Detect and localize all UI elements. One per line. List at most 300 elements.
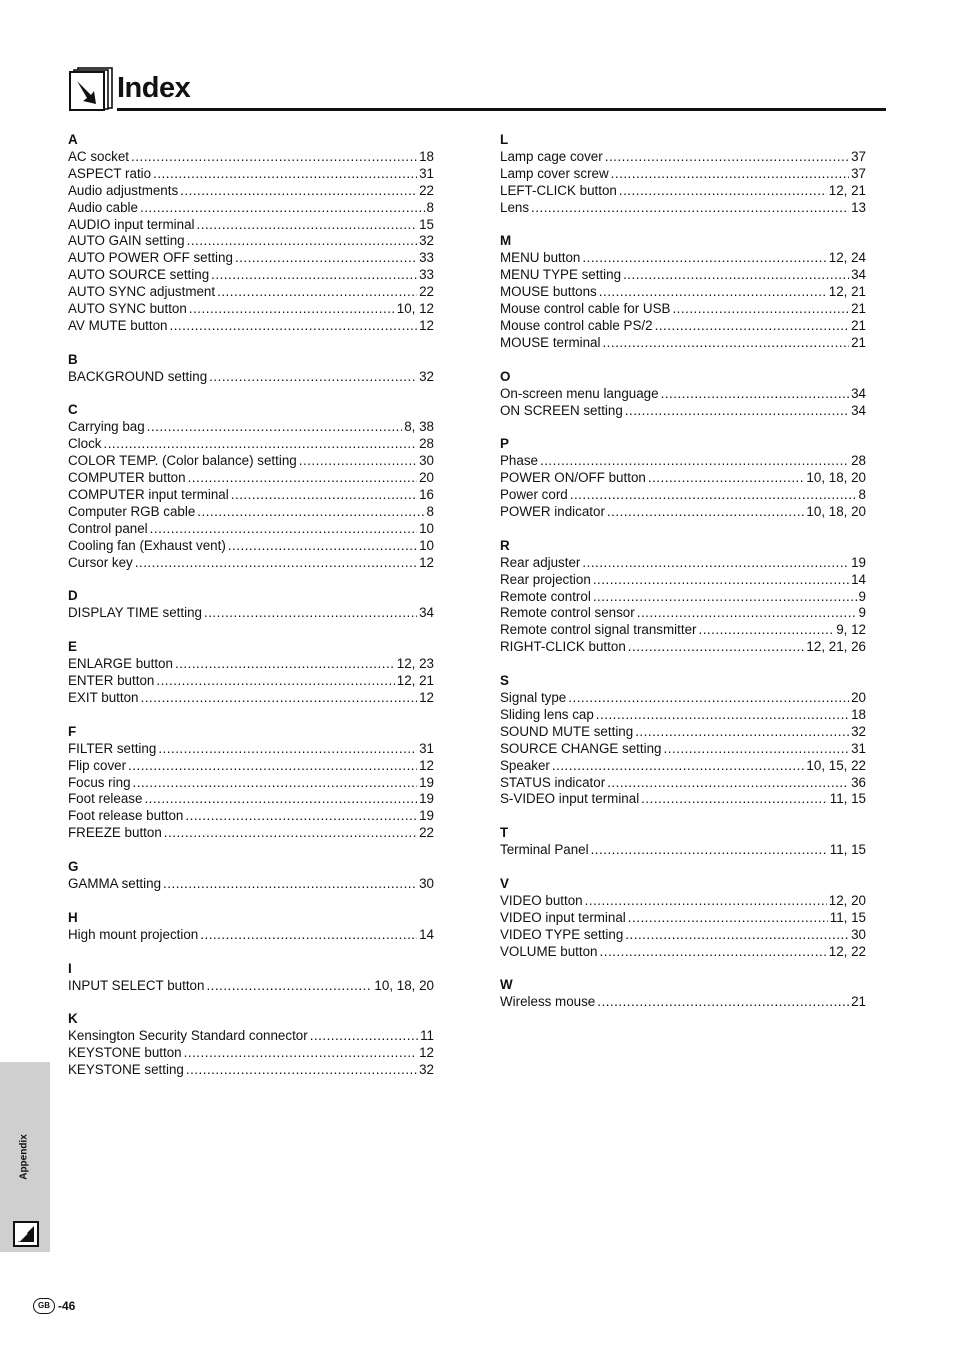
index-entry	[500, 707, 866, 724]
index-entry	[68, 369, 434, 386]
index-page-ref: 32	[419, 1062, 434, 1078]
index-entry	[68, 927, 434, 944]
dot-leader	[211, 267, 417, 284]
index-entry	[68, 504, 434, 521]
index-page-ref: 12	[419, 554, 434, 570]
index-entry	[68, 419, 434, 436]
index-page-ref: 32	[419, 233, 434, 249]
index-entry	[500, 183, 866, 200]
dot-leader	[153, 166, 417, 183]
index-page-ref: 13	[851, 199, 866, 215]
index-term: Kensington Security Standard connector	[68, 1028, 308, 1044]
index-term: POWER indicator	[500, 504, 605, 520]
index-letter-heading: G	[68, 858, 79, 874]
index-term: Flip cover	[68, 757, 127, 773]
dot-leader	[641, 791, 828, 808]
index-page-ref: 12	[419, 1045, 434, 1061]
index-entry	[68, 217, 434, 234]
index-entry	[500, 386, 866, 403]
dot-leader	[623, 267, 849, 284]
index-entry	[68, 825, 434, 842]
index-entry	[500, 166, 866, 183]
index-entry	[500, 791, 866, 808]
index-term: Audio adjustments	[68, 182, 179, 198]
index-page-ref: 21	[851, 301, 866, 317]
index-entry	[500, 504, 866, 521]
index-entry	[68, 978, 434, 995]
index-page-ref: 12	[419, 757, 434, 773]
index-entry	[500, 927, 866, 944]
dot-leader	[635, 724, 849, 741]
index-term: COMPUTER input terminal	[68, 487, 229, 503]
index-entry	[500, 994, 866, 1011]
dot-leader	[133, 775, 418, 792]
index-entry	[500, 487, 866, 504]
index-page-ref: 28	[419, 436, 434, 452]
index-term: BACKGROUND setting	[68, 368, 208, 384]
index-entry	[500, 555, 866, 572]
index-page-ref: 19	[419, 808, 434, 824]
index-term: COMPUTER button	[68, 470, 186, 486]
index-term: Speaker	[500, 757, 550, 773]
index-term: MENU TYPE setting	[500, 267, 622, 283]
index-page-ref: 9	[858, 588, 866, 604]
index-term: Carrying bag	[68, 419, 145, 435]
dot-leader	[585, 893, 827, 910]
index-entry	[500, 470, 866, 487]
index-entry	[68, 453, 434, 470]
index-term: Sliding lens cap	[500, 706, 594, 722]
dot-leader	[200, 927, 417, 944]
index-page-ref: 8	[426, 199, 434, 215]
dot-leader	[209, 369, 417, 386]
index-term: AV MUTE button	[68, 317, 168, 333]
index-page-ref: 8, 38	[404, 419, 434, 435]
dot-leader	[188, 470, 418, 487]
index-page-ref: 10, 15, 22	[806, 757, 866, 773]
index-term: ENLARGE button	[68, 656, 173, 672]
index-entry	[500, 724, 866, 741]
index-page-ref: 19	[419, 774, 434, 790]
dot-leader	[552, 758, 805, 775]
index-term: Computer RGB cable	[68, 503, 196, 519]
dot-leader	[570, 487, 857, 504]
index-term: AC socket	[68, 149, 130, 164]
index-term: Remote control	[500, 588, 591, 604]
index-letter-heading: R	[500, 537, 510, 553]
index-term: EXIT button	[68, 689, 139, 705]
index-entry	[68, 741, 434, 758]
appendix-icon	[13, 1221, 39, 1247]
dot-leader	[628, 639, 805, 656]
index-page-ref: 15	[419, 216, 434, 232]
index-entry	[500, 589, 866, 606]
index-entry	[68, 808, 434, 825]
index-entry	[500, 200, 866, 217]
dot-leader	[140, 200, 425, 217]
index-letter-heading: F	[68, 723, 77, 739]
index-letter-heading: S	[500, 673, 509, 689]
index-term: KEYSTONE button	[68, 1045, 182, 1061]
dot-leader	[189, 301, 395, 318]
index-term: POWER ON/OFF button	[500, 470, 646, 486]
index-entry	[500, 690, 866, 707]
index-term: SOUND MUTE setting	[500, 723, 634, 739]
index-page-ref: 18	[851, 706, 866, 722]
index-page-ref: 12	[419, 317, 434, 333]
dot-leader	[661, 386, 850, 403]
index-term: High mount projection	[68, 926, 199, 942]
index-entry	[68, 876, 434, 893]
index-term: Mouse control cable PS/2	[500, 318, 653, 334]
dot-leader	[607, 775, 849, 792]
index-letter-heading: C	[68, 402, 78, 418]
index-page-ref: 8	[426, 503, 434, 519]
index-page-ref: 28	[851, 453, 866, 469]
index-letter-heading: H	[68, 909, 78, 925]
dot-leader	[625, 403, 849, 420]
dot-leader	[600, 944, 827, 961]
index-term: Foot release	[68, 791, 143, 807]
index-column-left	[68, 132, 434, 1079]
index-page-ref: 34	[851, 385, 866, 401]
index-entry	[500, 403, 866, 420]
dot-leader	[197, 217, 418, 234]
dot-leader	[180, 183, 417, 200]
index-entry	[68, 200, 434, 217]
index-column-right	[500, 132, 866, 1011]
index-page-ref: 30	[419, 875, 434, 891]
dot-leader	[185, 808, 417, 825]
index-entry	[500, 335, 866, 352]
index-page-ref: 30	[419, 453, 434, 469]
index-page-ref: 36	[851, 774, 866, 790]
index-page-ref: 21	[851, 994, 866, 1010]
index-entry	[68, 183, 434, 200]
corner-arrow-icon	[69, 67, 113, 111]
index-entry	[68, 1045, 434, 1062]
index-entry	[68, 318, 434, 335]
index-page-ref: 34	[851, 402, 866, 418]
dot-leader	[607, 504, 805, 521]
index-entry	[68, 538, 434, 555]
index-entry	[500, 775, 866, 792]
dot-leader	[147, 419, 403, 436]
index-page-ref: 12, 21, 26	[806, 639, 866, 655]
index-term: Remote control sensor	[500, 605, 635, 621]
index-term: VIDEO button	[500, 892, 583, 908]
index-term: KEYSTONE setting	[68, 1062, 184, 1078]
index-page-ref: 22	[419, 825, 434, 841]
index-page-ref: 12, 20	[828, 892, 866, 908]
dot-leader	[228, 538, 417, 555]
index-letter-heading: A	[68, 132, 78, 147]
index-letter-heading: O	[500, 368, 511, 384]
dot-leader	[206, 978, 372, 995]
dot-leader	[184, 1045, 417, 1062]
index-page-ref: 21	[851, 334, 866, 350]
index-entry	[68, 1028, 434, 1045]
dot-leader	[186, 1062, 417, 1079]
dot-leader	[131, 149, 417, 166]
index-letter-heading: K	[68, 1011, 78, 1027]
index-term: Wireless mouse	[500, 994, 596, 1010]
dot-leader	[602, 335, 849, 352]
dot-leader	[596, 707, 849, 724]
index-term: VOLUME button	[500, 943, 598, 959]
index-entry	[68, 673, 434, 690]
index-page-ref: 10, 18, 20	[374, 977, 434, 993]
index-entry	[68, 250, 434, 267]
index-entry	[500, 267, 866, 284]
dot-leader	[611, 166, 849, 183]
index-page-ref: 9	[858, 605, 866, 621]
index-page-ref: 37	[851, 149, 866, 164]
index-page-ref: 12, 23	[396, 656, 434, 672]
index-term: DISPLAY TIME setting	[68, 605, 202, 621]
dot-leader	[156, 673, 394, 690]
dot-leader	[582, 250, 826, 267]
dot-leader	[204, 605, 417, 622]
index-entry	[68, 605, 434, 622]
index-term: MENU button	[500, 250, 581, 266]
index-entry	[68, 301, 434, 318]
index-term: AUTO SOURCE setting	[68, 267, 210, 283]
index-term: SOURCE CHANGE setting	[500, 740, 662, 756]
index-page-ref: 14	[419, 926, 434, 942]
index-page-ref: 22	[419, 284, 434, 300]
index-term: GAMMA setting	[68, 875, 162, 891]
index-entry	[68, 487, 434, 504]
dot-leader	[625, 927, 849, 944]
index-page-ref: 10	[419, 520, 434, 536]
dot-leader	[135, 555, 417, 572]
index-entry	[68, 470, 434, 487]
title-rule	[117, 108, 886, 111]
index-entry	[500, 910, 866, 927]
dot-leader	[619, 183, 827, 200]
index-entry	[68, 166, 434, 183]
index-term: Clock	[68, 436, 102, 452]
index-term: FREEZE button	[68, 825, 162, 841]
dot-leader	[593, 589, 857, 606]
dot-leader	[169, 318, 417, 335]
index-page-ref: 11	[420, 1028, 434, 1044]
index-entry	[68, 436, 434, 453]
appendix-label: Appendix	[18, 1134, 30, 1180]
dot-leader	[655, 318, 850, 335]
index-term: Audio cable	[68, 199, 138, 215]
index-term: ENTER button	[68, 673, 155, 689]
index-page-ref: 12, 21	[396, 673, 434, 689]
index-page-ref: 12, 21	[828, 284, 866, 300]
index-entry	[500, 758, 866, 775]
index-term: COLOR TEMP. (Color balance) setting	[68, 453, 297, 469]
index-page-ref: 31	[419, 740, 434, 756]
index-term: AUTO GAIN setting	[68, 233, 185, 249]
index-term: AUTO POWER OFF setting	[68, 250, 233, 266]
index-entry	[68, 775, 434, 792]
dot-leader	[164, 825, 417, 842]
dot-leader	[582, 555, 849, 572]
index-page-ref: 37	[851, 165, 866, 181]
index-page-ref: 34	[419, 605, 434, 621]
index-entry	[500, 572, 866, 589]
index-page-ref: 8	[858, 487, 866, 503]
index-term: Lamp cover screw	[500, 165, 609, 181]
dot-leader	[235, 250, 417, 267]
index-letter-heading: D	[68, 588, 78, 604]
index-page-ref: 10, 18, 20	[806, 470, 866, 486]
index-term: AUDIO input terminal	[68, 216, 195, 232]
index-page-ref: 31	[851, 740, 866, 756]
dot-leader	[310, 1028, 418, 1045]
dot-leader	[593, 572, 849, 589]
dot-leader	[531, 200, 849, 217]
page-number: -46	[58, 1299, 76, 1313]
index-term: Rear projection	[500, 571, 591, 587]
index-page-ref: 11, 15	[829, 791, 866, 807]
dot-leader	[187, 233, 418, 250]
index-entry	[500, 318, 866, 335]
index-letter-heading: V	[500, 875, 509, 891]
index-term: ASPECT ratio	[68, 165, 152, 181]
index-page-ref: 30	[851, 926, 866, 942]
index-entry	[500, 301, 866, 318]
index-entry	[500, 741, 866, 758]
index-entry	[500, 622, 866, 639]
index-term: ON SCREEN setting	[500, 402, 623, 418]
index-term: RIGHT-CLICK button	[500, 639, 626, 655]
index-letter-heading: I	[68, 960, 72, 976]
index-entry	[500, 893, 866, 910]
index-term: Phase	[500, 453, 538, 469]
index-term: Foot release button	[68, 808, 184, 824]
index-letter-heading: B	[68, 351, 78, 367]
index-page-ref: 11, 15	[829, 909, 866, 925]
index-term: VIDEO TYPE setting	[500, 926, 624, 942]
index-page-ref: 20	[851, 690, 866, 706]
index-page-ref: 34	[851, 267, 866, 283]
index-term: Cooling fan (Exhaust vent)	[68, 537, 226, 553]
dot-leader	[103, 436, 417, 453]
index-page-ref: 33	[419, 250, 434, 266]
index-term: Cursor key	[68, 554, 133, 570]
page-title: Index	[117, 72, 191, 104]
index-page-ref: 10, 18, 20	[806, 504, 866, 520]
dot-leader	[158, 741, 417, 758]
index-entry	[500, 284, 866, 301]
index-entry	[68, 149, 434, 166]
index-entry	[68, 284, 434, 301]
index-page-ref: 32	[419, 368, 434, 384]
dot-leader	[628, 910, 828, 927]
dot-leader	[231, 487, 417, 504]
dot-leader	[144, 791, 417, 808]
index-page-ref: 12	[419, 689, 434, 705]
index-term: Terminal Panel	[500, 842, 589, 858]
index-entry	[68, 555, 434, 572]
dot-leader	[568, 690, 849, 707]
index-page-ref: 14	[851, 571, 866, 587]
index-term: S-VIDEO input terminal	[500, 791, 640, 807]
index-page-ref: 32	[851, 723, 866, 739]
index-letter-heading: L	[500, 132, 509, 147]
page-footer	[33, 1298, 75, 1314]
index-entry	[500, 842, 866, 859]
index-term: Power cord	[500, 487, 568, 503]
dot-leader	[140, 690, 417, 707]
index-entry	[68, 267, 434, 284]
index-letter-heading: M	[500, 233, 512, 249]
index-letter-heading: E	[68, 639, 77, 655]
index-page-ref: 18	[419, 149, 434, 164]
dot-leader	[217, 284, 417, 301]
index-entry	[68, 656, 434, 673]
index-page-ref: 20	[419, 470, 434, 486]
dot-leader	[605, 149, 849, 166]
index-page-ref: 21	[851, 318, 866, 334]
index-page-ref: 33	[419, 267, 434, 283]
index-page-ref: 31	[419, 165, 434, 181]
index-entry	[500, 250, 866, 267]
index-term: Lamp cage cover	[500, 149, 603, 164]
index-term: STATUS indicator	[500, 774, 606, 790]
index-page-ref: 9, 12	[836, 622, 866, 638]
index-page-ref: 19	[419, 791, 434, 807]
index-entry	[68, 791, 434, 808]
index-term: Rear adjuster	[500, 554, 581, 570]
index-page-ref: 10, 12	[396, 301, 434, 317]
dot-leader	[637, 605, 857, 622]
dot-leader	[150, 521, 417, 538]
index-term: LEFT-CLICK button	[500, 182, 617, 198]
index-page-ref: 10	[419, 537, 434, 553]
index-page-ref: 16	[419, 487, 434, 503]
index-term: INPUT SELECT button	[68, 977, 205, 993]
index-entry	[500, 944, 866, 961]
index-page-ref: 12, 21	[828, 182, 866, 198]
index-term: Control panel	[68, 520, 148, 536]
index-term: Remote control signal transmitter	[500, 622, 697, 638]
index-entry	[500, 149, 866, 166]
dot-leader	[163, 876, 417, 893]
index-entry	[68, 233, 434, 250]
dot-leader	[540, 453, 849, 470]
index-term: Focus ring	[68, 774, 131, 790]
index-page-ref: 11, 15	[829, 842, 866, 858]
index-letter-heading: W	[500, 977, 513, 993]
index-letter-heading: P	[500, 436, 509, 452]
dot-leader	[175, 656, 395, 673]
index-entry	[500, 453, 866, 470]
index-term: AUTO SYNC button	[68, 301, 187, 317]
dot-leader	[299, 453, 417, 470]
index-term: AUTO SYNC adjustment	[68, 284, 216, 300]
dot-leader	[597, 994, 849, 1011]
index-entry	[68, 1062, 434, 1079]
index-letter-heading: T	[500, 825, 509, 841]
index-term: On-screen menu language	[500, 385, 659, 401]
dot-leader	[591, 842, 828, 859]
index-entry	[500, 605, 866, 622]
dot-leader	[648, 470, 805, 487]
index-term: Lens	[500, 199, 530, 215]
index-term: MOUSE terminal	[500, 334, 601, 350]
index-term: VIDEO input terminal	[500, 909, 626, 925]
index-entry	[68, 521, 434, 538]
dot-leader	[698, 622, 834, 639]
